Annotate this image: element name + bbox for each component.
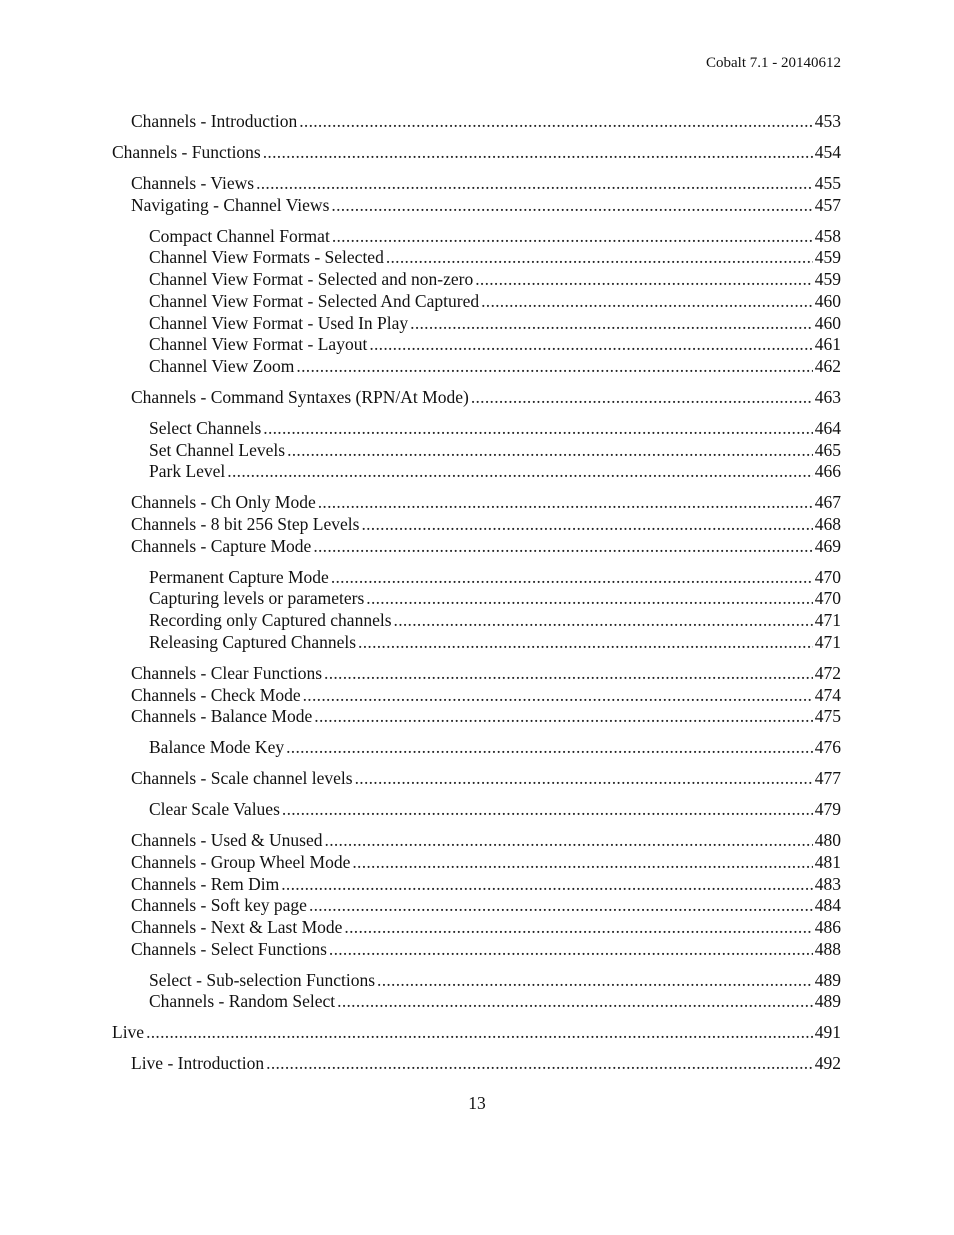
dot-leader: [337, 991, 813, 1013]
toc-entry-page: 489: [814, 969, 841, 990]
toc-entry-page: 492: [814, 1053, 841, 1074]
toc-entry-page: 488: [814, 938, 841, 959]
toc-entry[interactable]: [112, 567, 841, 589]
dot-leader: [352, 852, 812, 874]
toc-entry-page: 479: [814, 799, 841, 820]
toc-entry-page: 483: [814, 873, 841, 894]
toc-entry[interactable]: [112, 387, 841, 409]
toc-entry-page: 481: [814, 851, 841, 872]
toc-entry[interactable]: [112, 874, 841, 896]
toc-entry-page: 454: [814, 142, 841, 162]
toc-entry-title: Park Level: [149, 461, 226, 482]
toc-entry-title: Capturing levels or parameters: [149, 588, 365, 609]
toc-entry[interactable]: [112, 917, 841, 939]
dot-leader: [358, 632, 813, 654]
dot-leader: [475, 269, 813, 291]
running-header: Cobalt 7.1 - 20140612: [706, 55, 841, 71]
toc-entry[interactable]: [112, 991, 841, 1013]
toc-entry[interactable]: [112, 291, 841, 313]
toc-entry-page: 467: [814, 492, 841, 513]
toc-entry[interactable]: [112, 799, 841, 821]
dot-leader: [309, 895, 813, 917]
toc-entry-page: 463: [814, 386, 841, 407]
toc-entry-page: 455: [814, 173, 841, 193]
toc-entry-title: Channels - Rem Dim: [131, 873, 280, 894]
toc-entry-page: 484: [814, 895, 841, 916]
dot-leader: [299, 111, 813, 133]
toc-entry-page: 462: [814, 355, 841, 376]
dot-leader: [331, 195, 812, 217]
dot-leader: [471, 387, 813, 409]
toc-entry-page: 470: [814, 566, 841, 587]
toc-entry-page: 474: [814, 684, 841, 705]
toc-entry[interactable]: [112, 610, 841, 632]
toc-entry-title: Live: [112, 1022, 145, 1043]
toc-entry-title: Live - Introduction: [131, 1053, 265, 1074]
toc-entry[interactable]: [112, 514, 841, 536]
toc-entry[interactable]: [112, 1022, 841, 1044]
toc-entry-page: 489: [814, 991, 841, 1012]
toc-entry-title: Navigating - Channel Views: [131, 194, 330, 215]
toc-entry-title: Channels - Soft key page: [131, 895, 307, 916]
toc-entry-title: Channel View Format - Selected And Captured: [149, 290, 480, 311]
toc-entry[interactable]: [112, 334, 841, 356]
toc-entry[interactable]: [112, 313, 841, 335]
toc-entry-title: Permanent Capture Mode: [149, 566, 329, 587]
toc-entry-title: Channel View Zoom: [149, 355, 295, 376]
toc-entry-title: Channels - Command Syntaxes (RPN/At Mode): [131, 386, 469, 407]
toc-entry-title: Channels - 8 bit 256 Step Levels: [131, 514, 360, 535]
toc-entry-page: 471: [814, 631, 841, 652]
toc-entry[interactable]: [112, 440, 841, 462]
toc-entry-title: Recording only Captured channels: [149, 610, 392, 631]
dot-leader: [282, 799, 813, 821]
toc-entry[interactable]: [112, 685, 841, 707]
toc-entry[interactable]: [112, 895, 841, 917]
toc-entry-page: 460: [814, 312, 841, 333]
toc-entry-page: 480: [814, 830, 841, 851]
toc-entry-title: Channels - Used & Unused: [131, 830, 323, 851]
toc-entry[interactable]: [112, 269, 841, 291]
toc-entry-page: 476: [814, 737, 841, 758]
toc-entry-page: 453: [814, 111, 841, 131]
toc-entry[interactable]: [112, 173, 841, 195]
toc-entry[interactable]: [112, 195, 841, 217]
dot-leader: [227, 461, 812, 483]
dot-leader: [314, 706, 812, 728]
toc-entry[interactable]: [112, 939, 841, 961]
toc-entry-page: 458: [814, 225, 841, 246]
toc-entry-page: 457: [814, 194, 841, 215]
dot-leader: [366, 588, 812, 610]
dot-leader: [394, 610, 813, 632]
dot-leader: [281, 874, 813, 896]
toc-entry[interactable]: [112, 970, 841, 992]
table-of-contents: [112, 111, 841, 1075]
dot-leader: [313, 536, 812, 558]
toc-entry[interactable]: [112, 492, 841, 514]
dot-leader: [256, 173, 813, 195]
dot-leader: [329, 939, 813, 961]
dot-leader: [318, 492, 813, 514]
toc-entry[interactable]: [112, 632, 841, 654]
toc-entry[interactable]: [112, 768, 841, 790]
toc-entry[interactable]: [112, 461, 841, 483]
toc-entry-title: Select - Sub-selection Functions: [149, 969, 376, 990]
toc-entry[interactable]: [112, 356, 841, 378]
toc-entry[interactable]: [112, 418, 841, 440]
toc-entry-page: 472: [814, 662, 841, 683]
dot-leader: [303, 685, 813, 707]
toc-entry[interactable]: [112, 588, 841, 610]
toc-entry[interactable]: [112, 663, 841, 685]
toc-entry[interactable]: [112, 111, 841, 133]
toc-entry-page: 475: [814, 706, 841, 727]
dot-leader: [324, 663, 813, 685]
toc-entry-page: 477: [814, 768, 841, 789]
dot-leader: [325, 830, 813, 852]
dot-leader: [332, 226, 813, 248]
toc-entry-title: Channels - Views: [131, 173, 255, 193]
toc-entry-title: Channels - Functions: [112, 142, 261, 162]
toc-entry-title: Channel View Formats - Selected: [149, 247, 384, 268]
toc-entry-page: 459: [814, 247, 841, 268]
toc-entry-page: 469: [814, 535, 841, 556]
toc-entry-page: 465: [814, 439, 841, 460]
toc-entry-title: Channels - Balance Mode: [131, 706, 313, 727]
toc-entry-title: Set Channel Levels: [149, 439, 286, 460]
toc-entry-title: Channels - Scale channel levels: [131, 768, 353, 789]
toc-entry-title: Channels - Ch Only Mode: [131, 492, 316, 513]
toc-entry-title: Channels - Check Mode: [131, 684, 301, 705]
dot-leader: [377, 970, 813, 992]
dot-leader: [355, 768, 813, 790]
toc-entry-page: 464: [814, 417, 841, 438]
toc-entry-title: Channels - Random Select: [149, 991, 336, 1012]
dot-leader: [361, 514, 812, 536]
dot-leader: [286, 737, 813, 759]
toc-entry-page: 491: [814, 1022, 841, 1043]
toc-entry-title: Clear Scale Values: [149, 799, 280, 820]
toc-entry-page: 466: [814, 461, 841, 482]
toc-entry[interactable]: [112, 737, 841, 759]
toc-entry[interactable]: [112, 852, 841, 874]
toc-entry[interactable]: [112, 142, 841, 164]
toc-entry[interactable]: [112, 226, 841, 248]
toc-entry-title: Channels - Introduction: [131, 111, 298, 131]
dot-leader: [331, 567, 813, 589]
dot-leader: [266, 1053, 813, 1075]
dot-leader: [386, 247, 813, 269]
toc-entry-title: Balance Mode Key: [149, 737, 285, 758]
toc-entry-page: 471: [814, 610, 841, 631]
toc-entry-title: Channels - Select Functions: [131, 938, 327, 959]
toc-entry-title: Channel View Format - Layout: [149, 334, 368, 355]
toc-entry-title: Channel View Format - Used In Play: [149, 312, 409, 333]
toc-entry-title: Compact Channel Format: [149, 225, 330, 246]
toc-entry-page: 461: [814, 334, 841, 355]
dot-leader: [344, 917, 812, 939]
toc-entry[interactable]: [112, 706, 841, 728]
dot-leader: [263, 418, 812, 440]
toc-entry-title: Channels - Group Wheel Mode: [131, 851, 351, 872]
toc-entry-title: Releasing Captured Channels: [149, 631, 357, 652]
toc-entry-page: 459: [814, 269, 841, 290]
dot-leader: [410, 313, 813, 335]
toc-entry-title: Channel View Format - Selected and non-zero: [149, 269, 474, 290]
dot-leader: [296, 356, 812, 378]
dot-leader: [369, 334, 812, 356]
toc-entry-title: Channels - Next & Last Mode: [131, 917, 343, 938]
toc-entry[interactable]: [112, 536, 841, 558]
toc-entry-title: Channels - Clear Functions: [131, 662, 323, 683]
toc-entry[interactable]: [112, 830, 841, 852]
toc-entry-page: 486: [814, 917, 841, 938]
toc-entry[interactable]: [112, 1053, 841, 1075]
toc-entry[interactable]: [112, 247, 841, 269]
page-number: 13: [468, 1093, 486, 1113]
toc-entry-page: 470: [814, 588, 841, 609]
dot-leader: [481, 291, 813, 313]
dot-leader: [287, 440, 813, 462]
toc-entry-page: 468: [814, 514, 841, 535]
toc-entry-title: Select Channels: [149, 417, 262, 438]
toc-entry-page: 460: [814, 290, 841, 311]
dot-leader: [263, 142, 813, 164]
dot-leader: [146, 1022, 813, 1044]
toc-entry-title: Channels - Capture Mode: [131, 535, 312, 556]
